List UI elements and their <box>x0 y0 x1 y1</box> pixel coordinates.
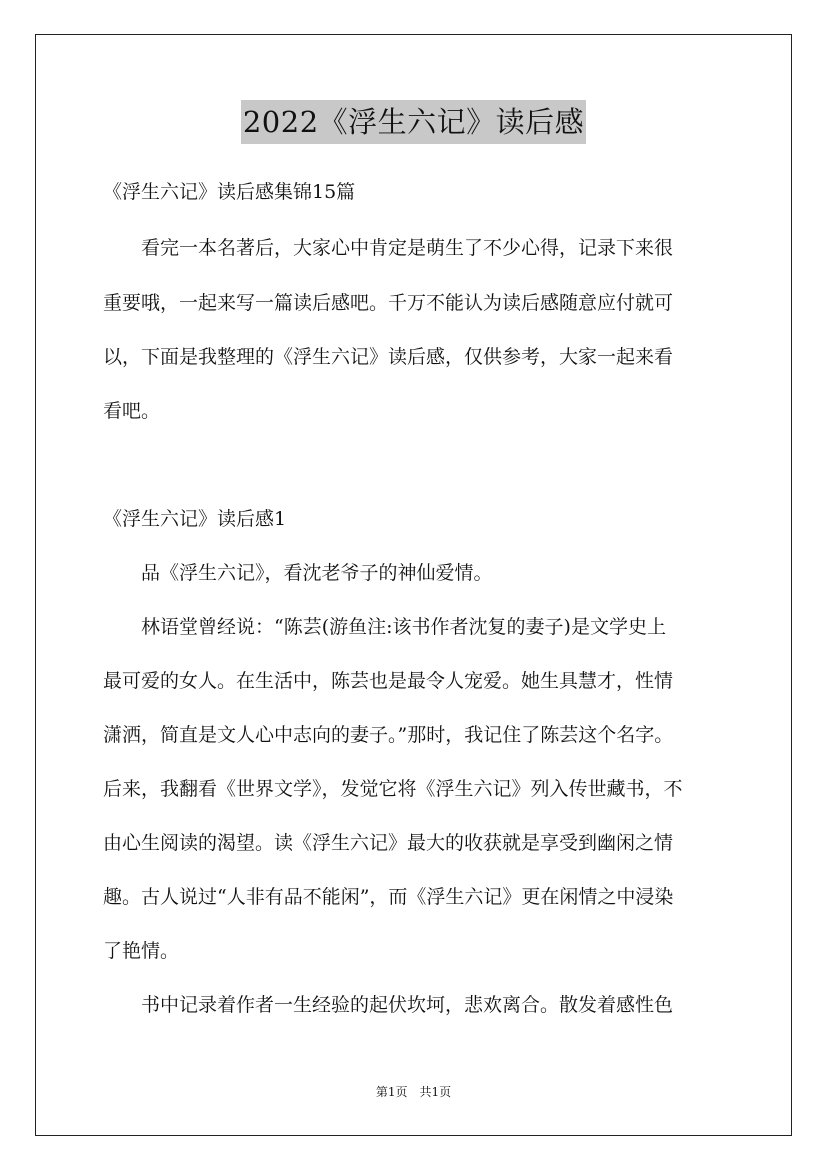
page-footer: 第1页 共1页 <box>375 1085 452 1099</box>
body-line: 重要哦，一起来写一篇读后感吧。千万不能认为读后感随意应付就可 <box>103 292 674 314</box>
title-container <box>0 100 827 144</box>
body-line: 由心生阅读的渴望。读《浮生六记》最大的收获就是享受到幽闲之情 <box>103 832 674 854</box>
body-line: 趣。古人说过“人非有品不能闲”，而《浮生六记》更在闲情之中浸染 <box>103 886 674 908</box>
body-line: 林语堂曾经说：“陈芸(游鱼注:该书作者沈复的妻子)是文学史上 <box>103 616 666 638</box>
body-line: 了艳情。 <box>103 940 180 962</box>
body-line: 潇洒，简直是文人心中志向的妻子。”那时，我记住了陈芸这个名字。 <box>103 724 674 746</box>
body-line: 看完一本名著后，大家心中肯定是萌生了不少心得，记录下来很 <box>103 237 674 259</box>
document-title: 2022《浮生六记》读后感 <box>241 100 586 144</box>
body-line: 品《浮生六记》，看沈老爷子的神仙爱情。 <box>103 562 493 584</box>
body-line: 以，下面是我整理的《浮生六记》读后感，仅供参考，大家一起来看 <box>103 346 674 368</box>
body-line: 看吧。 <box>103 400 161 422</box>
body-line: 书中记录着作者一生经验的起伏坎坷，悲欢离合。散发着感性色 <box>103 994 674 1016</box>
body-line: 最可爱的女人。在生活中，陈芸也是最令人宠爱。她生具慧才，性情 <box>103 670 674 692</box>
body-line: 后来，我翻看《世界文学》，发觉它将《浮生六记》列入传世藏书，不 <box>103 778 683 800</box>
subtitle-line: 《浮生六记》读后感集锦15篇 <box>103 181 356 203</box>
section-heading: 《浮生六记》读后感1 <box>103 508 287 530</box>
